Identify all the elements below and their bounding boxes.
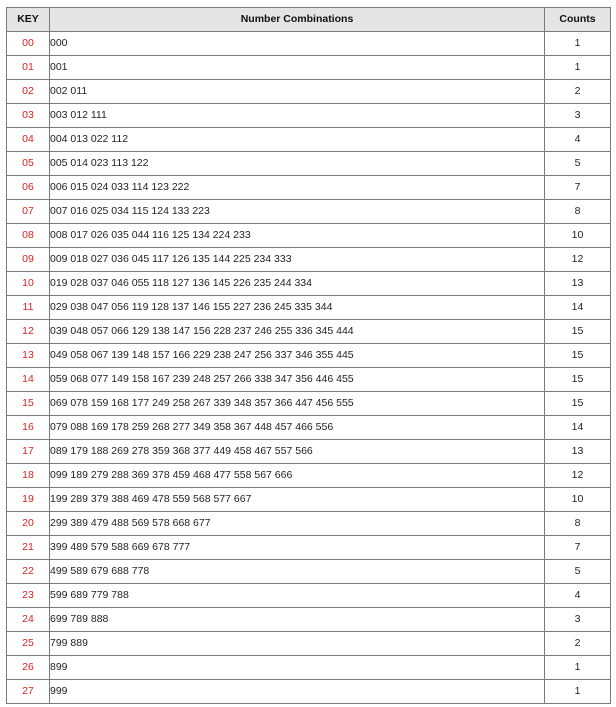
row-key: 11: [7, 296, 50, 320]
table-row: [7, 632, 611, 656]
table-row: [7, 608, 611, 632]
row-combinations: 019 028 037 046 055 118 127 136 145 226 235 244 334: [50, 272, 545, 296]
row-combinations: 999: [50, 680, 545, 704]
table-row: [7, 128, 611, 152]
row-count: 4: [545, 584, 611, 608]
table-row: [7, 440, 611, 464]
row-combinations: 039 048 057 066 129 138 147 156 228 237 246 255 336 345 444: [50, 320, 545, 344]
table-row: [7, 344, 611, 368]
row-count: 7: [545, 176, 611, 200]
row-count: 14: [545, 416, 611, 440]
row-key: 16: [7, 416, 50, 440]
row-key: 09: [7, 248, 50, 272]
row-key: 18: [7, 464, 50, 488]
row-combinations: 089 179 188 269 278 359 368 377 449 458 467 557 566: [50, 440, 545, 464]
row-key: 07: [7, 200, 50, 224]
row-count: 15: [545, 320, 611, 344]
row-count: 14: [545, 296, 611, 320]
row-combinations: 099 189 279 288 369 378 459 468 477 558 567 666: [50, 464, 545, 488]
row-count: 5: [545, 560, 611, 584]
row-combinations: 199 289 379 388 469 478 559 568 577 667: [50, 488, 545, 512]
key-column-header: KEY: [7, 8, 50, 32]
table-row: [7, 584, 611, 608]
row-key: 12: [7, 320, 50, 344]
row-combinations: 799 889: [50, 632, 545, 656]
row-count: 1: [545, 56, 611, 80]
table-row: [7, 248, 611, 272]
row-count: 12: [545, 464, 611, 488]
row-combinations: 000: [50, 32, 545, 56]
row-key: 01: [7, 56, 50, 80]
row-count: 2: [545, 632, 611, 656]
table-row: [7, 32, 611, 56]
table-row: [7, 392, 611, 416]
table-row: [7, 296, 611, 320]
row-key: 13: [7, 344, 50, 368]
row-key: 15: [7, 392, 50, 416]
table-row: [7, 320, 611, 344]
row-combinations: 049 058 067 139 148 157 166 229 238 247 256 337 346 355 445: [50, 344, 545, 368]
row-combinations: 009 018 027 036 045 117 126 135 144 225 234 333: [50, 248, 545, 272]
row-combinations: 699 789 888: [50, 608, 545, 632]
table-body: [7, 32, 611, 704]
row-key: 03: [7, 104, 50, 128]
row-count: 1: [545, 656, 611, 680]
row-count: 5: [545, 152, 611, 176]
row-count: 13: [545, 440, 611, 464]
row-count: 15: [545, 368, 611, 392]
table-row: [7, 272, 611, 296]
row-combinations: 069 078 159 168 177 249 258 267 339 348 357 366 447 456 555: [50, 392, 545, 416]
row-count: 8: [545, 512, 611, 536]
row-key: 04: [7, 128, 50, 152]
row-count: 15: [545, 344, 611, 368]
row-count: 3: [545, 104, 611, 128]
row-key: 26: [7, 656, 50, 680]
row-combinations: 003 012 111: [50, 104, 545, 128]
row-key: 27: [7, 680, 50, 704]
table-row: [7, 152, 611, 176]
row-combinations: 499 589 679 688 778: [50, 560, 545, 584]
row-combinations: 059 068 077 149 158 167 239 248 257 266 338 347 356 446 455: [50, 368, 545, 392]
row-key: 21: [7, 536, 50, 560]
row-count: 3: [545, 608, 611, 632]
table-row: [7, 512, 611, 536]
row-key: 10: [7, 272, 50, 296]
table-header: [7, 8, 611, 32]
row-count: 7: [545, 536, 611, 560]
row-combinations: 007 016 025 034 115 124 133 223: [50, 200, 545, 224]
row-key: 06: [7, 176, 50, 200]
row-key: 24: [7, 608, 50, 632]
row-combinations: 899: [50, 656, 545, 680]
row-combinations: 029 038 047 056 119 128 137 146 155 227 236 245 335 344: [50, 296, 545, 320]
row-combinations: 005 014 023 113 122: [50, 152, 545, 176]
row-count: 15: [545, 392, 611, 416]
row-combinations: 599 689 779 788: [50, 584, 545, 608]
row-count: 13: [545, 272, 611, 296]
row-key: 19: [7, 488, 50, 512]
row-key: 08: [7, 224, 50, 248]
table-row: [7, 464, 611, 488]
table-row: [7, 680, 611, 704]
counts-column-header: Counts: [545, 8, 611, 32]
table-row: [7, 656, 611, 680]
header-row: [7, 8, 611, 32]
row-count: 1: [545, 32, 611, 56]
row-count: 1: [545, 680, 611, 704]
table-row: [7, 536, 611, 560]
table-row: [7, 80, 611, 104]
row-key: 00: [7, 32, 50, 56]
row-key: 05: [7, 152, 50, 176]
row-combinations: 299 389 479 488 569 578 668 677: [50, 512, 545, 536]
row-combinations: 079 088 169 178 259 268 277 349 358 367 448 457 466 556: [50, 416, 545, 440]
number-combinations-table: [6, 7, 611, 704]
table-row: [7, 104, 611, 128]
table-row: [7, 224, 611, 248]
row-key: 14: [7, 368, 50, 392]
combinations-column-header: Number Combinations: [50, 8, 545, 32]
table-row: [7, 200, 611, 224]
row-count: 2: [545, 80, 611, 104]
row-key: 25: [7, 632, 50, 656]
table-row: [7, 56, 611, 80]
row-key: 02: [7, 80, 50, 104]
row-count: 8: [545, 200, 611, 224]
row-combinations: 001: [50, 56, 545, 80]
row-count: 10: [545, 224, 611, 248]
row-combinations: 008 017 026 035 044 116 125 134 224 233: [50, 224, 545, 248]
table-row: [7, 560, 611, 584]
table-row: [7, 176, 611, 200]
row-combinations: 004 013 022 112: [50, 128, 545, 152]
row-key: 23: [7, 584, 50, 608]
row-key: 20: [7, 512, 50, 536]
table-row: [7, 416, 611, 440]
row-combinations: 002 011: [50, 80, 545, 104]
row-key: 22: [7, 560, 50, 584]
row-combinations: 006 015 024 033 114 123 222: [50, 176, 545, 200]
row-combinations: 399 489 579 588 669 678 777: [50, 536, 545, 560]
table-row: [7, 368, 611, 392]
row-count: 4: [545, 128, 611, 152]
table-row: [7, 488, 611, 512]
row-key: 17: [7, 440, 50, 464]
row-count: 10: [545, 488, 611, 512]
row-count: 12: [545, 248, 611, 272]
